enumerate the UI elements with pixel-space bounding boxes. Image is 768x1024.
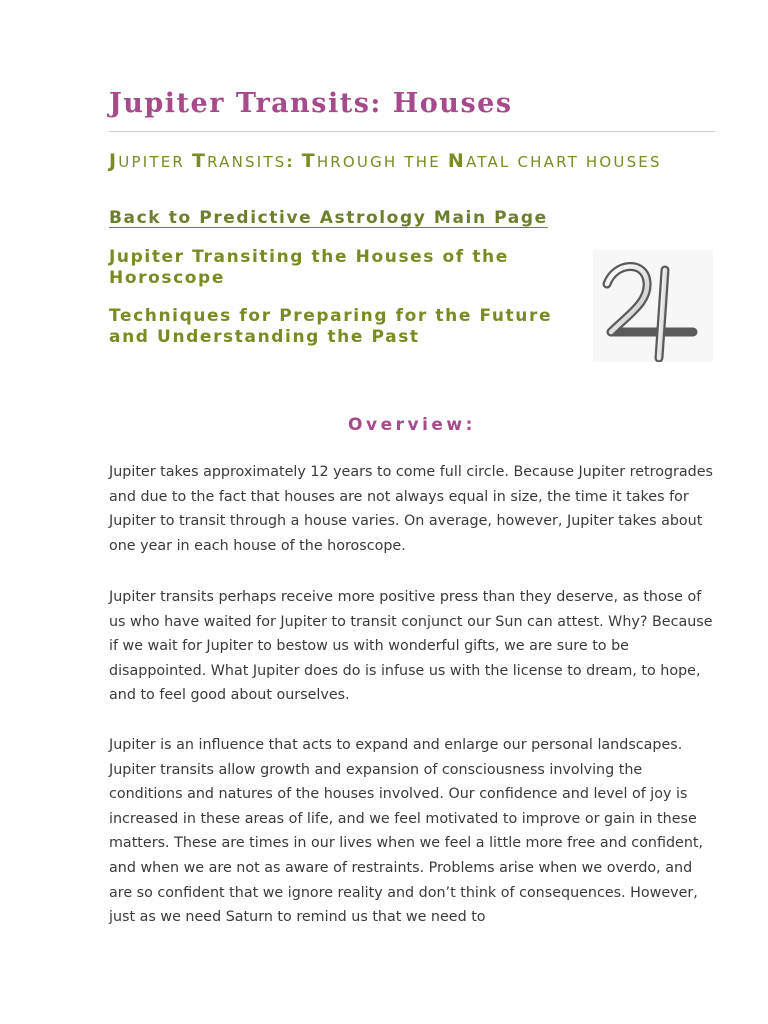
jupiter-glyph-icon bbox=[593, 250, 713, 362]
page-subtitle bbox=[109, 150, 669, 174]
title-divider bbox=[109, 131, 715, 132]
body-paragraph: Jupiter transits perhaps receive more positive press than they deserve, as those of us who have waited for Jupiter to transit conjunct our Sun can attest. Why? Because if we wait for Jupiter to bestow us with wonderful gifts, we are sure to be disappointed. What Jupiter does do is infuse us with the license to dream, to hope, and to feel good about ourselves. bbox=[109, 589, 713, 704]
subtitle-text: UPITER bbox=[118, 153, 192, 171]
subtitle-space bbox=[295, 153, 302, 171]
body-paragraph: Jupiter takes approximately 12 years to come full circle. Because Jupiter retrogrades and due to the fact that houses are not always equal in size, the time it takes for Jupiter to transit through a house varies. On average, however, Jupiter takes about one year in each house of the horoscope. bbox=[109, 464, 713, 554]
section-heading-techniques: Techniques for Preparing for the Future and Understanding the Past bbox=[109, 306, 553, 347]
page-title: Jupiter Transits: Houses bbox=[109, 88, 513, 119]
section-heading-houses: Jupiter Transiting the Houses of the Horoscope bbox=[109, 247, 509, 288]
subtitle-cap: T bbox=[301, 150, 317, 172]
subtitle-colon: : bbox=[286, 153, 295, 171]
body-paragraph: Jupiter is an influence that acts to expand and enlarge our personal landscapes. Jupiter transits allow growth and expansion of consciousness involving the conditions and natures of the houses involved. Our confidence and level of joy is increased in these areas of life, and we feel motivated to improve or gain in these matters. These are times in our lives when we feel a little more free and confident, and when we are not as aware of restraints. Problems arise when we overdo, and are so confident that we ignore reality and don’t think of consequences. However, just as we need Saturn to remind us that we need to bbox=[109, 737, 704, 926]
subtitle-text: RANSITS bbox=[207, 153, 287, 171]
subtitle-text: HROUGH THE bbox=[316, 153, 448, 171]
subtitle-text: ATAL CHART HOUSES bbox=[465, 153, 662, 171]
subtitle-cap: N bbox=[447, 150, 466, 172]
overview-heading: Overview: bbox=[348, 415, 476, 435]
back-to-main-page-link[interactable]: Back to Predictive Astrology Main Page bbox=[109, 208, 548, 228]
subtitle-cap: J bbox=[109, 150, 119, 172]
subtitle-cap: T bbox=[191, 150, 208, 172]
